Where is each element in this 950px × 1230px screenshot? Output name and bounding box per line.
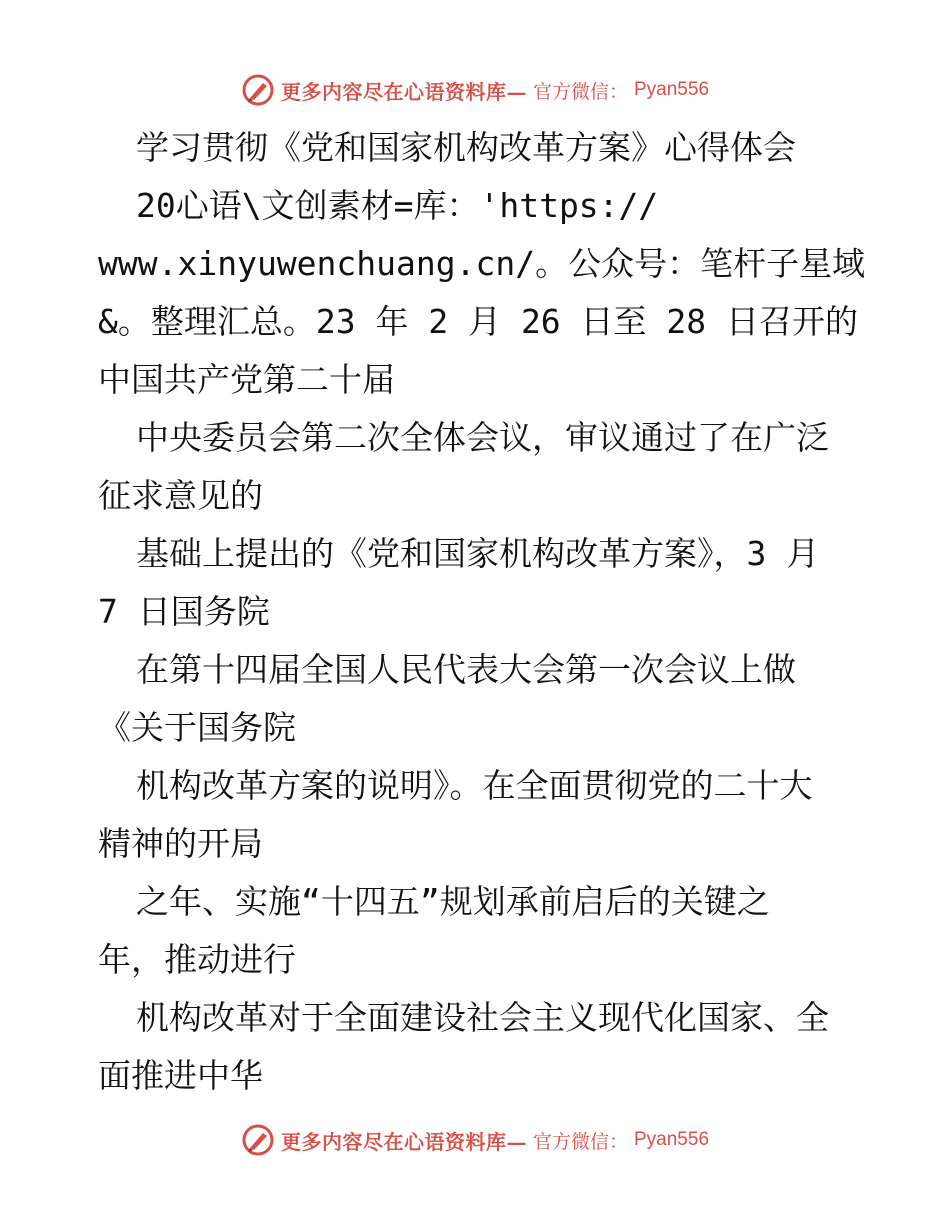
banner-wechat-label: 官方微信： <box>532 80 628 103</box>
text-line: 面推进中华 <box>98 1056 263 1095</box>
text-line: 精神的开局 <box>98 824 263 863</box>
text-line: 中央委员会第二次全体会议，审议通过了在广泛 <box>136 418 829 457</box>
banner-main-text: 更多内容尽在心语资料库— <box>280 1129 527 1154</box>
text-line: 7 日国务院 <box>98 592 270 631</box>
doc-title: 学习贯彻《党和国家机构改革方案》心得体会 <box>136 128 796 167</box>
text-line: 之年、实施“十四五”规划承前启后的关键之 <box>136 882 770 921</box>
text-line: 《关于国务院 <box>98 708 296 747</box>
text-line: 20心语\文创素材=库：'https:// <box>136 186 659 225</box>
text-line: 征求意见的 <box>98 476 263 515</box>
text-line: 基础上提出的《党和国家机构改革方案》，3 月 <box>136 534 820 573</box>
banner-main-text: 更多内容尽在心语资料库— <box>280 79 527 104</box>
footer-banner <box>0 1120 950 1160</box>
text-line: 在第十四届全国人民代表大会第一次会议上做 <box>136 650 796 689</box>
text-line: 年，推动进行 <box>98 940 296 979</box>
text-line: www.xinyuwenchuang.cn/。公众号：笔杆子星域 <box>98 244 866 283</box>
text-line: 中国共产党第二十届 <box>98 360 395 399</box>
banner-wechat-id: Pyan556 <box>634 79 710 100</box>
banner-wechat-id: Pyan556 <box>634 1129 710 1150</box>
pen-logo-icon <box>241 1123 275 1157</box>
text-line: 机构改革方案的说明》。在全面贯彻党的二十大 <box>136 766 813 805</box>
text-line: 机构改革对于全面建设社会主义现代化国家、全 <box>136 998 829 1037</box>
text-line: &。整理汇总。23 年 2 月 26 日至 28 日召开的 <box>98 302 859 341</box>
header-banner <box>0 70 950 110</box>
banner-wechat-label: 官方微信： <box>532 1130 628 1153</box>
pen-logo-icon <box>241 73 275 107</box>
